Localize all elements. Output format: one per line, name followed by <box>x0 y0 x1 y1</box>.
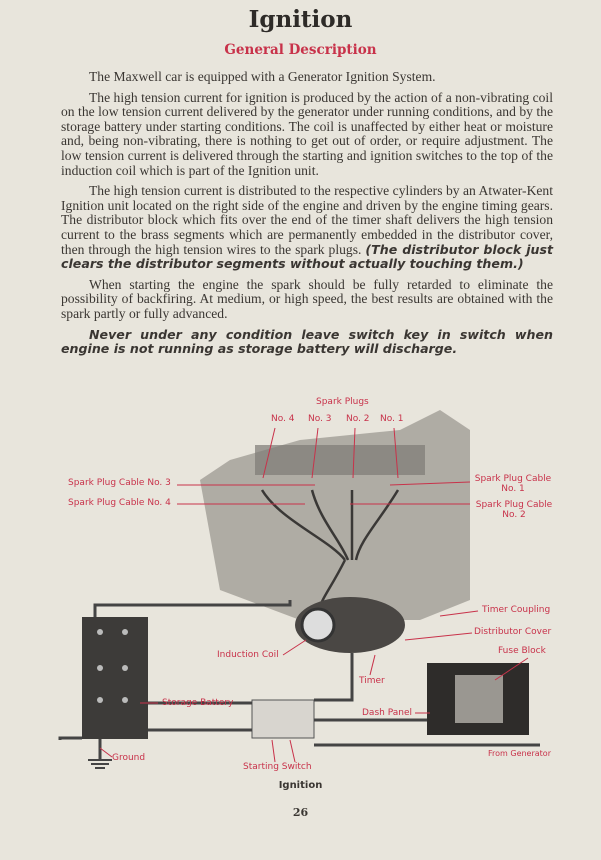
paragraph: The high tension current for ignition is produced by the action of a non-vibrating coil on the low tension current delivered by the generator under running conditions, and by the storage battery under starting conditions. The coil is unaffected by either heat or moisture and, being non-vibrating, there is nothing to get out of order, or require adjustment. The low tension current is delivered through the starting and ignition switches to the top of the induction coil which is part of the Ignition unit. <box>61 89 553 178</box>
label-no2: No. 2 <box>346 414 370 424</box>
paragraph: The Maxwell car is equipped with a Generator Ignition System. <box>89 69 436 84</box>
label-timer-coupling: Timer Coupling <box>482 605 551 615</box>
page-title: Ignition <box>248 6 353 33</box>
label-timer: Timer <box>359 676 385 686</box>
label-storage-battery: Storage Battery <box>162 698 234 708</box>
section-heading: General Description <box>224 42 377 58</box>
storage-battery <box>82 617 148 739</box>
label-from-generator: From Generator <box>488 749 551 758</box>
label-dash-panel: Dash Panel <box>362 708 412 718</box>
page-number: 26 <box>292 806 309 819</box>
paragraph: The high tension current is distributed to the respective cylinders by an Atwater-Kent Ignition unit located on the right side of the engine and driven by the engine timing gears. The distributor block which fits over the end of the timer shaft delivers the high tension current to the brass segments which are permanently embedded in the distributor cover, then through the high tension wires to the spark plugs. (The distributor block just clears the distributor segments without actually touching them.) <box>61 183 553 272</box>
label-cable-4: Spark Plug Cable No. 4 <box>68 498 171 508</box>
label-distributor-cover: Distributor Cover <box>474 627 552 637</box>
starting-switch <box>252 700 314 738</box>
label-induction-coil: Induction Coil <box>217 650 279 660</box>
figure-caption: Ignition <box>278 780 323 791</box>
label-no1: No. 1 <box>380 414 404 424</box>
label-no3: No. 3 <box>308 414 332 424</box>
engine-illustration <box>200 410 470 620</box>
label-ground: Ground <box>112 753 146 763</box>
paragraph: When starting the engine the spark should be fully retarded to eliminate the possibility of backfiring. At medium, or high speed, the best results are obtained with the spark partly or fully advanced. <box>61 276 553 321</box>
label-fuse-block: Fuse Block <box>498 646 546 656</box>
label-cable-2: Spark Plug Cable No. 2 <box>475 500 553 520</box>
label-no4: No. 4 <box>271 414 295 424</box>
warning: Never under any condition leave switch key in switch when engine is not running as storage battery will discharge. <box>61 326 553 357</box>
bold-note: (The distributor block just clears the distributor segments without actually touching them.) <box>61 241 553 272</box>
label-cable-1: Spark Plug Cable No. 1 <box>474 474 552 494</box>
label-spark-plugs: Spark Plugs <box>316 397 369 407</box>
label-starting-switch: Starting Switch <box>243 762 312 772</box>
label-cable-3: Spark Plug Cable No. 3 <box>68 478 171 488</box>
